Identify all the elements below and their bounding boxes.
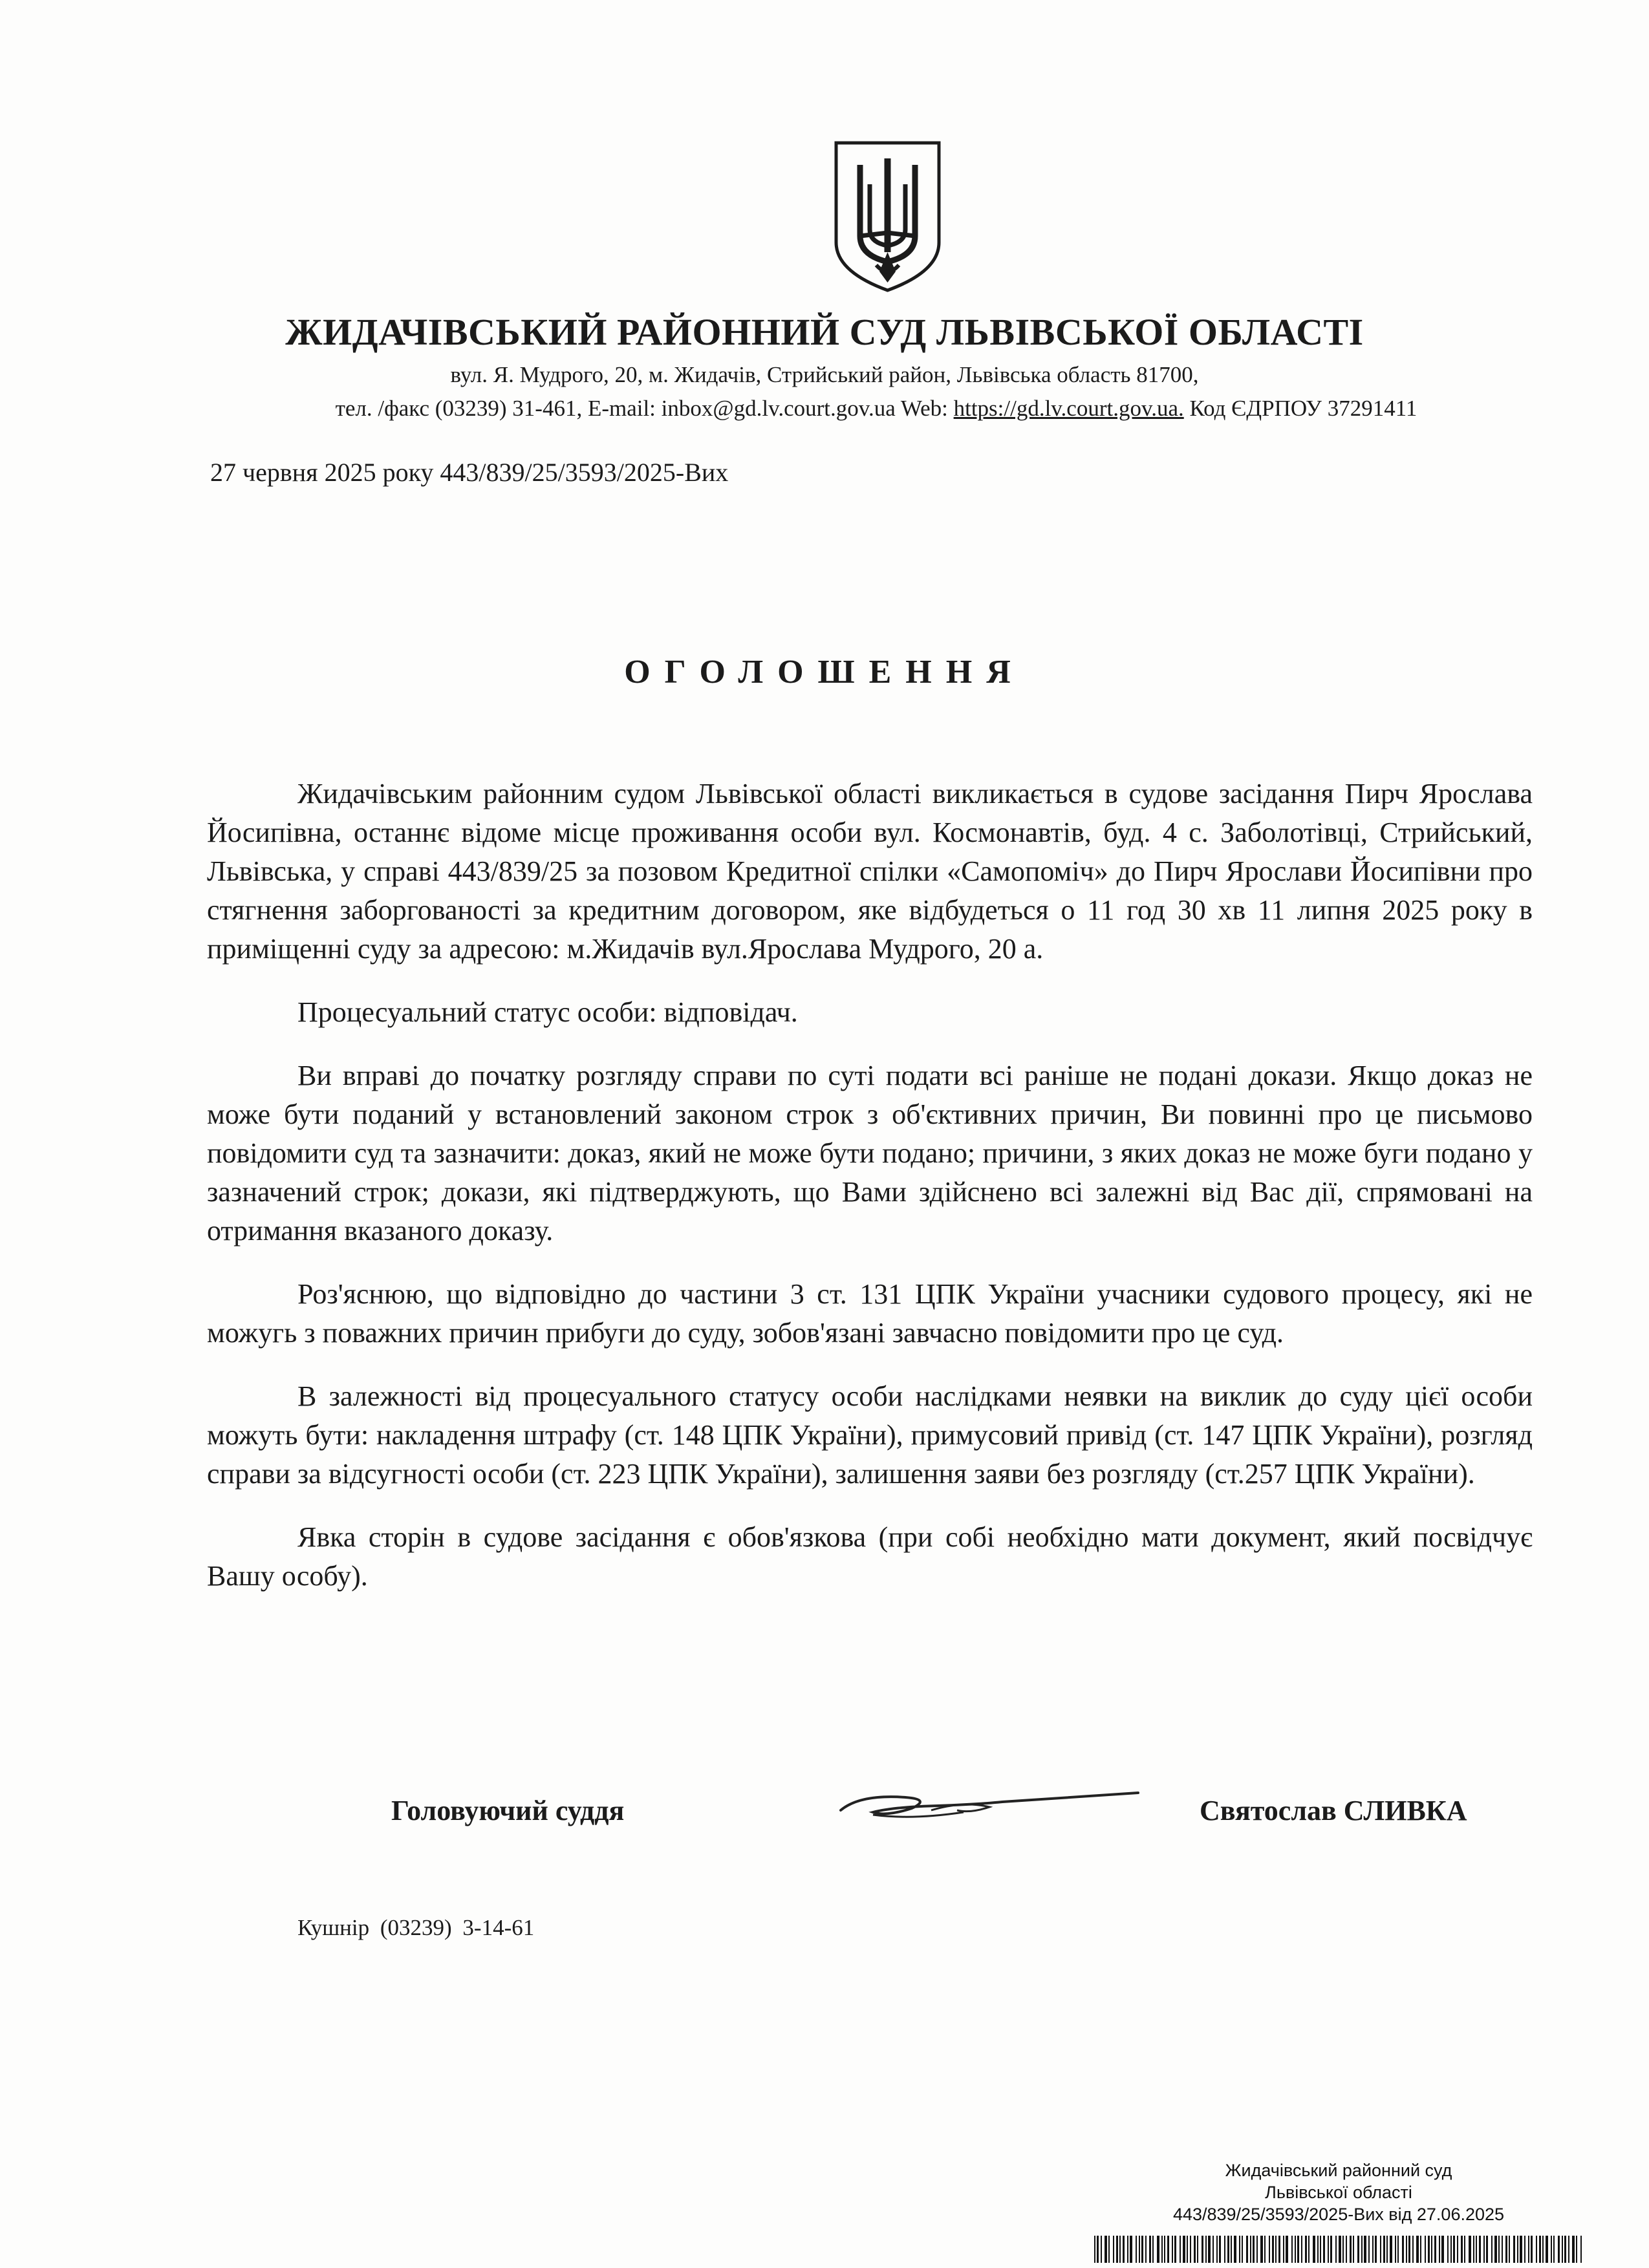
paragraph-status: Процесуальний статус особи: відповідач. [297,996,798,1028]
registration-stamp [1125,2159,1552,2225]
court-contacts [213,396,1539,422]
paragraph-evidence: Ви вправі до початку розгляду справи по суті подати всі раніше не подані докази. Якщо доказ не може бути поданий у встановлений законом строк з об'єктивних причин, Ви повинні про це письмово повідомити суд та зазначити: доказ, який не може бути подано; причини, з яких доказ не може буги подано у зазначений строк; докази, які підтверджують, що Вами здійснено всі залежні від Вас дії, спрямовані на отримання вказаного доказу. [207,1060,1533,1246]
handwritten-signature [834,1775,1145,1833]
paragraph-summons: Жидачівським районним судом Львівської області викликається в судове засідання Пирч Ярослава Йосипівна, останнє відоме місце проживання особи вул. Космонавтів, буд. 4 с. Заболотівці, Стрийський, Львівська, у справі 443/839/25 за позовом Кредитної спілки «Самопоміч» до Пирч Ярослави Йосипівни про стягнення заборгованості за кредитним договором, яке відбудеться о 11 год 30 хв 11 липня 2025 року в приміщенні суду за адресою: м.Жидачів вул.Ярослава Мудрого, 20 а. [207,778,1533,965]
contacts-suffix: Код ЄДРПОУ 37291411 [1183,396,1417,421]
court-name: ЖИДАЧІВСЬКИЙ РАЙОННИЙ СУД ЛЬВІВСЬКОЇ ОБЛАСТІ [285,311,1364,353]
coat-of-arms-icon [831,139,944,294]
date-and-reference: 27 червня 2025 року 443/839/25/3593/2025-Вих [210,458,729,487]
signatory-name: Святослав СЛИВКА [1200,1795,1467,1826]
stamp-region: Львівської області [1265,2183,1412,2202]
document-body [207,775,1533,1620]
stamp-reference: 443/839/25/3593/2025-Вих від 27.06.2025 [1172,2205,1505,2224]
court-address: вул. Я. Мудрого, 20, м. Жидачів, Стрийський район, Львівська область 81700, [450,362,1199,387]
contacts-prefix: тел. /факс (03239) 31-461, E-mail: inbox@gd.lv.court.gov.ua Web: [335,396,954,421]
paragraph-clarification: Роз'яснюю, що відповідно до частини 3 ст. 131 ЦПК України учасники судового процесу, які не можугь з поважних причин прибуги до суду, зобов'язані завчасно повідомити про це суд. [207,1278,1533,1349]
executor-contact: Кушнір (03239) 3-14-61 [297,1915,535,1940]
signatory-position: Головуючий суддя [391,1795,625,1826]
paragraph-attendance: Явка сторін в судове засідання є обов'язкова (при собі необхідно мати документ, який посвідчує Вашу особу). [207,1521,1533,1592]
paragraph-consequences: В залежності від процесуального статусу особи наслідками неявки на виклик до суду цієї особи можуть бути: накладення штрафу (ст. 148 ЦПК України), примусовий привід (ст. 147 ЦПК України), розгляд справи за відсугності особи (ст. 223 ЦПК України), залишення заяви без розгляду (ст.257 ЦПК України). [207,1380,1533,1490]
web-link[interactable]: https://gd.lv.court.gov.ua. [953,396,1184,421]
stamp-court-name: Жидачівський районний суд [1225,2161,1452,2180]
document-title: ОГОЛОШЕННЯ [624,654,1025,690]
barcode [1093,2236,1584,2263]
